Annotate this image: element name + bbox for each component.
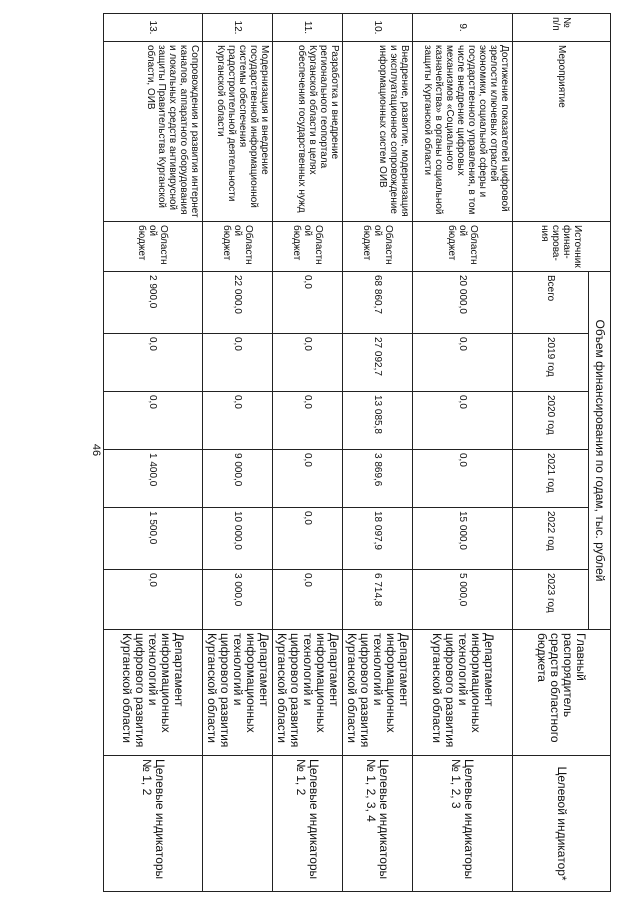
cell-2021: 1 400,0 xyxy=(104,450,203,508)
cell-activity: Сопровождения и развития интернет каналов, аппаратного оборудования и локальных средств антивирусной защиты Правительства Курганской области, ОИВ xyxy=(104,42,203,222)
header-2019: 2019 год xyxy=(513,334,589,392)
cell-2023: 5 000,0 xyxy=(413,570,513,630)
cell-activity: Внедрение, развитие, модернизация и эксплуатационное сопровождение информационных систем ОИВ xyxy=(343,42,413,222)
cell-total: 20 000,0 xyxy=(413,272,513,334)
header-source: Источник финан-сирова-ния xyxy=(513,222,611,272)
cell-2022: 18 097,9 xyxy=(343,508,413,570)
cell-2022: 10 000,0 xyxy=(203,508,273,570)
table-row xyxy=(273,14,343,892)
cell-2020: 0,0 xyxy=(104,392,203,450)
cell-manager: Департамент информационных технологий и цифрового развития Курганской области xyxy=(343,630,413,756)
cell-2019: 0,0 xyxy=(413,334,513,392)
cell-no: 9. xyxy=(413,14,513,42)
cell-source: Областной бюджет xyxy=(203,222,273,272)
cell-no: 13. xyxy=(104,14,203,42)
cell-total: 68 860,7 xyxy=(343,272,413,334)
cell-total: 22 000,0 xyxy=(203,272,273,334)
cell-source: Областной бюджет xyxy=(413,222,513,272)
table-row xyxy=(203,14,273,892)
cell-indicator: Целевые индикаторы № 1, 2, 3, 4 xyxy=(343,756,413,892)
header-2022: 2022 год xyxy=(513,508,589,570)
cell-2019: 0,0 xyxy=(104,334,203,392)
cell-2019: 0,0 xyxy=(203,334,273,392)
cell-2022: 1 500,0 xyxy=(104,508,203,570)
cell-2020: 13 085,8 xyxy=(343,392,413,450)
cell-manager: Департамент информационных технологий и цифрового развития Курганской области xyxy=(273,630,343,756)
table-row xyxy=(104,14,203,892)
cell-source: Областной бюджет xyxy=(343,222,413,272)
header-volume: Объем финансирования по годам, тыс. рублей xyxy=(589,272,611,630)
cell-2022: 15 000,0 xyxy=(413,508,513,570)
cell-manager: Департамент информационных технологий и цифрового развития Курганской области xyxy=(203,630,273,756)
header-2023: 2023 год xyxy=(513,570,589,630)
cell-no: 12. xyxy=(203,14,273,42)
cell-total: 2 900,0 xyxy=(104,272,203,334)
header-2020: 2020 год xyxy=(513,392,589,450)
cell-2022: 0,0 xyxy=(273,508,343,570)
cell-2020: 0,0 xyxy=(413,392,513,450)
cell-activity: Достижение показателей цифровой зрелости ключевых отраслей экономики, социальной сферы и государственного управления, в том числе внедрение цифровых механизмов «Социального казначейства» в органы социальной защиты Курганской области xyxy=(413,42,513,222)
cell-indicator: Целевые индикаторы № 1, 2 xyxy=(273,756,343,892)
header-manager: Главный распорядитель средств областного бюджета xyxy=(513,630,611,756)
cell-2019: 0,0 xyxy=(273,334,343,392)
rotated-table-container xyxy=(106,13,611,891)
cell-indicator: Целевые индикаторы № 1, 2, 3 xyxy=(413,756,513,892)
cell-total: 0,0 xyxy=(273,272,343,334)
cell-activity: Разработка и внедрение регионального геопортала Курганской области в целях обеспечения государственных нужд xyxy=(273,42,343,222)
cell-source: Областной бюджет xyxy=(104,222,203,272)
cell-manager: Департамент информационных технологий и цифрового развития Курганской области xyxy=(104,630,203,756)
cell-activity: Модернизация и внедрение государственной информационной системы обеспечения градостроительной деятельности Курганской области xyxy=(203,42,273,222)
cell-2023: 0,0 xyxy=(273,570,343,630)
cell-2021: 3 869,6 xyxy=(343,450,413,508)
cell-2023: 3 000,0 xyxy=(203,570,273,630)
cell-source: Областной бюджет xyxy=(273,222,343,272)
table-row xyxy=(343,14,413,892)
cell-2021: 0,0 xyxy=(273,450,343,508)
financing-table xyxy=(103,13,611,892)
cell-2021: 9 000,0 xyxy=(203,450,273,508)
cell-2021: 0,0 xyxy=(413,450,513,508)
header-indicator: Целевой индикатор* xyxy=(513,756,611,892)
cell-no: 11. xyxy=(273,14,343,42)
cell-2023: 6 714,8 xyxy=(343,570,413,630)
header-2021: 2021 год xyxy=(513,450,589,508)
header-no: № п/п xyxy=(513,14,611,42)
table-row xyxy=(413,14,513,892)
cell-2023: 0,0 xyxy=(104,570,203,630)
page-number: 46 xyxy=(90,443,102,457)
cell-2019: 27 092,7 xyxy=(343,334,413,392)
header-total: Всего xyxy=(513,272,589,334)
cell-2020: 0,0 xyxy=(203,392,273,450)
cell-2020: 0,0 xyxy=(273,392,343,450)
cell-manager: Департамент информационных технологий и цифрового развития Курганской области xyxy=(413,630,513,756)
cell-no: 10. xyxy=(343,14,413,42)
cell-indicator xyxy=(203,756,273,892)
cell-indicator: Целевые индикаторы № 1, 2 xyxy=(104,756,203,892)
header-activity: Мероприятие xyxy=(513,42,611,222)
